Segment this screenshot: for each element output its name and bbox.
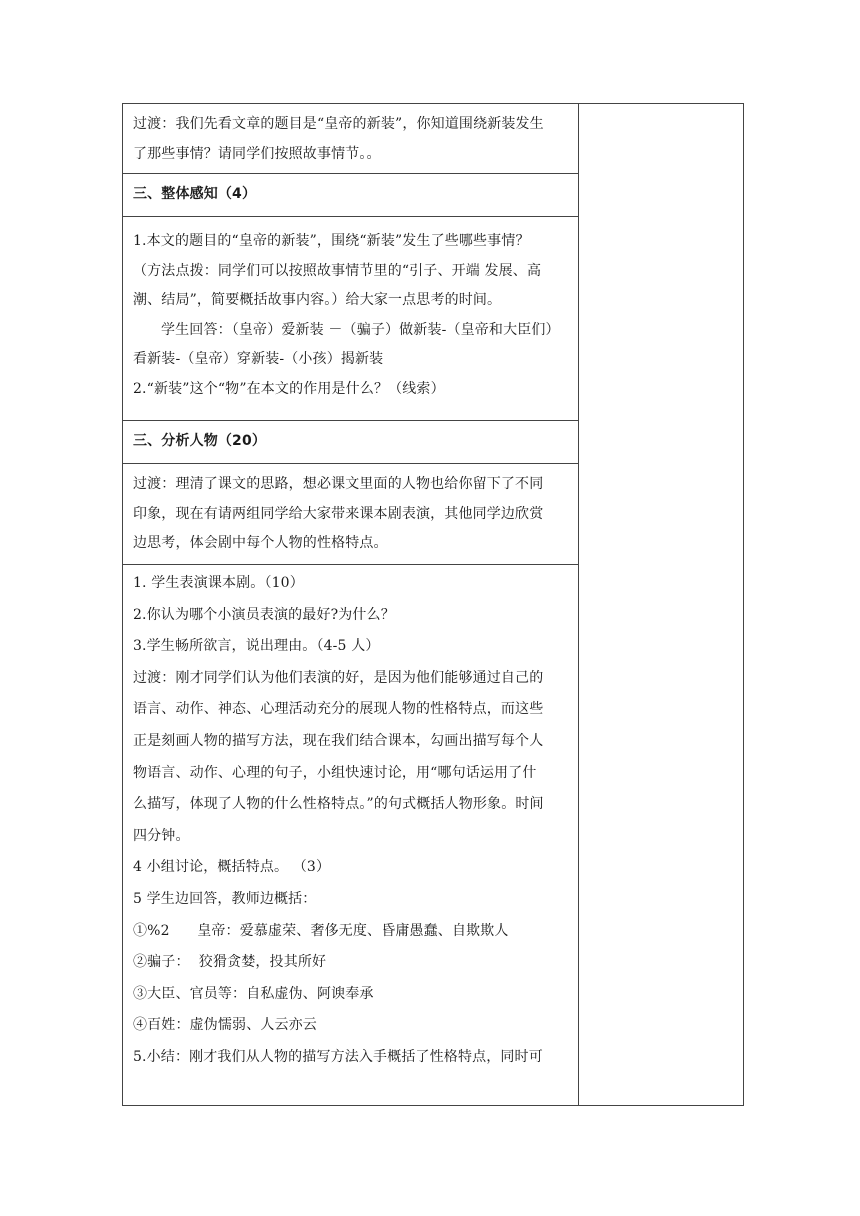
text-line: 1. 学生表演课本剧。（10） (133, 575, 304, 591)
character-analysis-text (133, 568, 572, 1074)
text-line: 边思考，体会剧中每个人物的性格特点。 (133, 535, 388, 551)
text-line: 5 学生边回答，教师边概括： (133, 890, 317, 907)
text-line: 2.“新装”这个“物”在本文的作用是什么？（线索） (133, 380, 445, 397)
text-line: 语言、动作、神态、心理活动充分的展现人物的性格特点，而这些 (133, 701, 544, 718)
text-line: 物语言、动作、心理的句子，小组快速讨论，用“哪句话运用了什 (133, 764, 537, 781)
text-line: ②骗子： 狡猾贪婪，投其所好 (133, 954, 327, 971)
character-analysis-row (123, 565, 578, 1106)
text-line: （方法点拨：同学们可以按照故事情节里的“引子、开端 发展、高 (133, 262, 542, 279)
text-line: 四分钟。 (133, 827, 190, 844)
text-line: 过渡：我们先看文章的题目是“皇帝的新装”，你知道围绕新装发生 (133, 116, 544, 132)
text-line: 过渡：理清了课文的思路，想必课文里面的人物也给你留下了不同 (133, 476, 544, 492)
text-line: 过渡：刚才同学们认为他们表演的好，是因为他们能够通过自己的 (133, 669, 544, 686)
text-line: 了那些事情？请同学们按照故事情节。。 (133, 145, 381, 162)
text-line: 1.本文的题目的“皇帝的新装”，围绕“新装”发生了些哪些事情？ (133, 233, 530, 249)
text-line: 印象，现在有请两组同学给大家带来课本剧表演，其他同学边欣赏 (133, 505, 544, 522)
transition-row (123, 464, 578, 565)
text-line: 3.学生畅所欲言，说出理由。（4-5 人） (133, 638, 380, 655)
text-line: ④百姓：虚伪懦弱、人云亦云 (133, 1017, 317, 1034)
text-line: 看新装-（皇帝）穿新装-（小孩）揭新装 (133, 351, 384, 367)
text-line: 么描写，体现了人物的什么性格特点。”的句式概括人物形象。时间 (133, 796, 544, 813)
section-heading: 三、分析人物（20） (133, 433, 266, 449)
text-line: 潮、结局”，简要概括故事内容。）给大家一点思考的时间。 (133, 292, 502, 308)
text-line: 5.小结：刚才我们从人物的描写方法入手概括了性格特点，同时可 (133, 1048, 543, 1065)
section-heading-row (123, 421, 578, 464)
overall-perception-text (133, 227, 572, 404)
transition-text (133, 110, 572, 169)
overall-perception-row (123, 217, 578, 421)
text-line: 学生回答：（皇帝）爱新装 －（骗子）做新装-（皇帝和大臣们） (161, 321, 560, 338)
text-line: ③大臣、官员等：自私虚伪、阿谀奉承 (133, 985, 374, 1002)
text-line: ①%2 皇帝：爱慕虚荣、奢侈无度、昏庸愚蠢、自欺欺人 (133, 922, 509, 939)
section-heading: 三、整体感知（4） (133, 186, 257, 202)
lesson-plan-table (122, 103, 744, 1106)
text-line: 4 小组讨论，概括特点。 （3） (133, 859, 331, 876)
text-line: 正是刻画人物的描写方法，现在我们结合课本，勾画出描写每个人 (133, 732, 544, 749)
notes-column (578, 104, 579, 1105)
transition-row (123, 104, 578, 174)
text-line: 2.你认为哪个小演员表演的最好?为什么？ (133, 606, 395, 623)
section-heading-row (123, 174, 578, 217)
transition-text (133, 470, 572, 559)
